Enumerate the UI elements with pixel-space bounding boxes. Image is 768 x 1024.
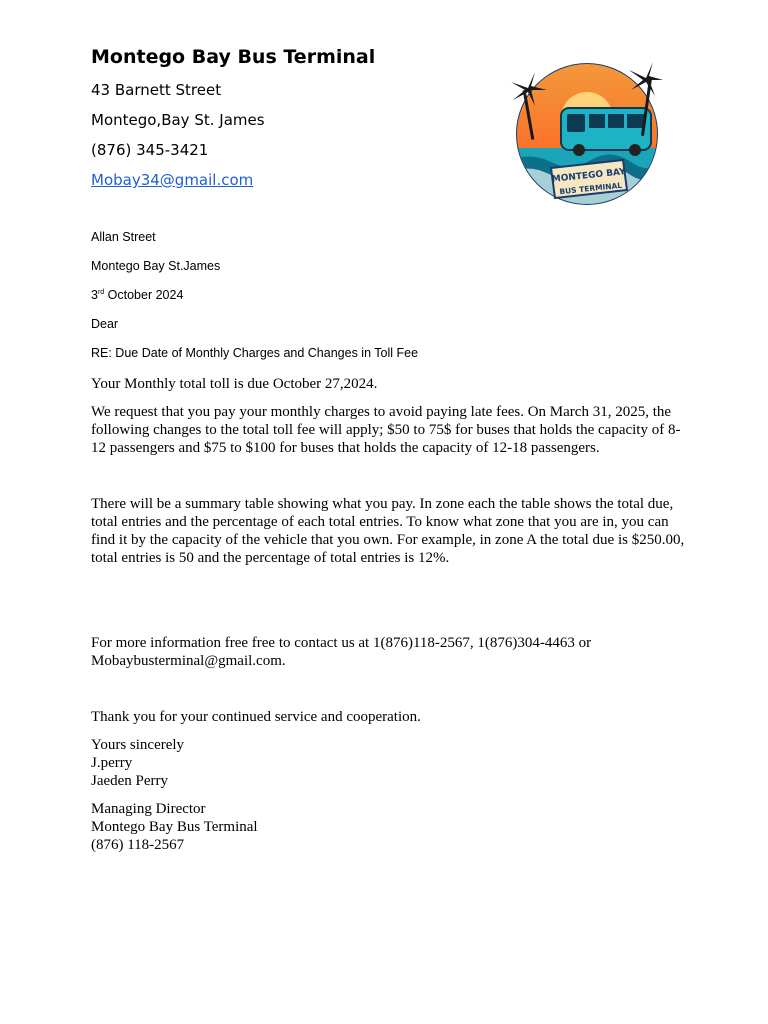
body-paragraph-contact: For more information free free to contact us at 1(876)118-2567, 1(876)304-4463 or Mobaybusterminal@gmail.com.: [91, 635, 592, 669]
organization-name: Montego Bay Bus Terminal: [91, 46, 376, 68]
bus-icon: [561, 108, 651, 156]
letter-date: [91, 288, 183, 302]
date-suffix: rd: [97, 288, 105, 296]
body-paragraph-thanks: Thank you for your continued service and cooperation.: [91, 709, 421, 725]
logo-text-line2: BUS TERMINAL: [558, 180, 623, 197]
signature: J.perry: [91, 755, 133, 771]
recipient-street: Allan Street: [91, 230, 156, 244]
sign-off: Yours sincerely: [91, 737, 185, 753]
subject-line: RE: Due Date of Monthly Charges and Changes in Toll Fee: [91, 346, 419, 360]
signer-name: Jaeden Perry: [91, 773, 169, 789]
date-rest: October 2024: [104, 288, 184, 302]
signer-phone: (876) 118-2567: [91, 837, 185, 853]
signer-organization: Montego Bay Bus Terminal: [91, 819, 258, 835]
body-paragraph-due-date: Your Monthly total toll is due October 27,2024.: [91, 376, 378, 392]
terminal-logo: [511, 60, 663, 206]
address-city: Montego,Bay St. James: [91, 111, 265, 129]
phone-number: (876) 345-3421: [91, 141, 209, 159]
address-street: 43 Barnett Street: [91, 81, 222, 99]
signer-title: Managing Director: [91, 801, 206, 817]
recipient-city: Montego Bay St.James: [91, 259, 221, 273]
salutation: Dear: [91, 317, 119, 331]
body-paragraph-summary-table: There will be a summary table showing what you pay. In zone each the table shows the total due, total entries and the percentage of each total entries. To know what zone that you are in, you can find it by the capacity of the vehicle that you own. For example, in zone A the total due is $250.00, total entries is 50 and the percentage of total entries is 12%.: [91, 496, 685, 566]
body-paragraph-charges: We request that you pay your monthly charges to avoid paying late fees. On March 31, 2025, the following changes to the total toll fee will apply; $50 to 75$ for buses that holds the capacity of 8-12 passengers and $75 to $100 for buses that holds the capacity of 12-18 passengers.: [91, 404, 681, 456]
logo-text-line1: MONTEGO BAY: [551, 167, 627, 185]
email-link[interactable]: Mobay34@gmail.com: [91, 171, 254, 189]
date-day: 3: [91, 288, 98, 302]
